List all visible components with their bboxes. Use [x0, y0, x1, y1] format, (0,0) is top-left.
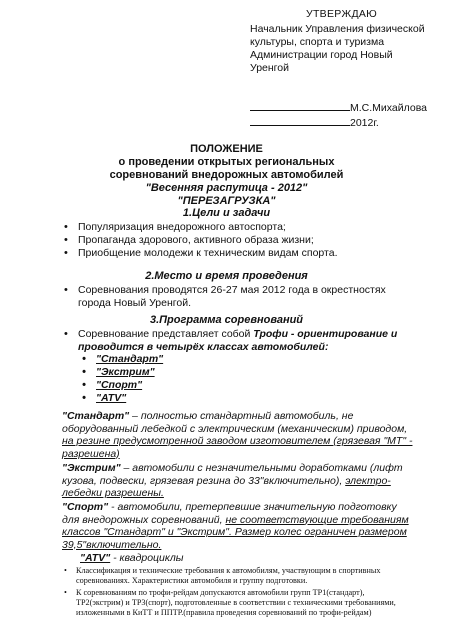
- definition-atv: [80, 552, 380, 565]
- list-item: [62, 328, 442, 354]
- list-item: [80, 392, 280, 405]
- definition-text: на резине предусмотренной заводом изготовителем (грязевая "МТ" -: [62, 435, 413, 447]
- list-item: [62, 284, 442, 310]
- notes-list: [62, 566, 446, 618]
- note-text: Классификация и технические требования к автомобилям, участвующим в спортивных: [76, 566, 381, 575]
- definition-text: не соответствующие требованиям: [225, 513, 409, 526]
- document-title: [0, 143, 453, 208]
- definition-standard: [62, 410, 444, 460]
- bullet-icon: •: [64, 566, 67, 575]
- term-standard: "Стандарт": [62, 410, 130, 422]
- list-item: [80, 366, 280, 379]
- approval-line: Уренгой: [250, 62, 289, 74]
- bullet-icon: •: [64, 588, 67, 597]
- list-item-text: Пропаганда здорового, активного образа жизни;: [78, 234, 314, 246]
- definition-text: - квадроциклы: [110, 552, 184, 564]
- date-blank: [250, 115, 350, 126]
- list-item-text: Приобщение молодежи к техническим видам спорта.: [78, 247, 338, 259]
- place-time-list: [62, 284, 442, 310]
- bullet-icon: •: [82, 379, 86, 391]
- approval-header: УТВЕРЖДАЮ: [306, 8, 378, 20]
- intro-bold: Трофи - ориентирование и: [253, 328, 398, 340]
- bullet-icon: •: [82, 392, 86, 404]
- title-line: "Весенняя распутица - 2012": [145, 182, 308, 194]
- definition-text: 39,5"включительно.: [62, 538, 162, 551]
- note-text: К соревнованиям по трофи-рейдам допускаются автомобили групп ТР1(стандарт),: [76, 588, 365, 597]
- definition-text: оборудованный лебедкой с электрическим (механическим) приводом,: [62, 422, 408, 435]
- title-line: ПОЛОЖЕНИЕ: [190, 143, 263, 155]
- list-item: [62, 221, 442, 234]
- approval-line: Начальник Управления физической: [250, 23, 425, 35]
- signature-line: [250, 100, 427, 114]
- list-item: [62, 588, 446, 618]
- goals-list: [62, 221, 442, 260]
- place-time-line: Соревнования проводятся 26-27 мая 2012 года в окрестностях: [78, 284, 386, 296]
- list-item: [62, 234, 442, 247]
- bullet-icon: •: [64, 247, 68, 259]
- definition-text: – автомобили с незначительными доработками (лифт: [120, 462, 403, 474]
- definition-text: лебедки разрешены.: [62, 487, 164, 499]
- approval-line: культуры, спорта и туризма: [250, 36, 385, 48]
- bullet-icon: •: [64, 221, 68, 233]
- section-3-heading: 3.Программа соревнований: [149, 314, 304, 326]
- section-2-heading: 2.Место и время проведения: [145, 270, 308, 282]
- list-item: [80, 379, 280, 392]
- definition-text: – полностью стандартный автомобиль, не: [129, 410, 354, 422]
- bullet-icon: •: [64, 284, 68, 296]
- note-text: ТР2(экстрим) и ТР3(спорт), подготовленные в соответствии с техническими требованиями,: [76, 598, 396, 607]
- term-extreme: "Экстрим": [62, 462, 121, 474]
- approval-line: Администрации город Новый: [250, 49, 393, 61]
- date-line: [250, 115, 379, 129]
- list-item: [62, 247, 442, 260]
- term-sport: "Спорт": [62, 501, 109, 513]
- class-name: "Экстрим": [96, 366, 155, 378]
- list-item: [80, 353, 280, 366]
- approval-block: [250, 8, 445, 75]
- title-line: "ПЕРЕЗАГРУЗКА": [177, 195, 276, 207]
- bullet-icon: •: [64, 234, 68, 246]
- place-time-line: города Новый Уренгой.: [78, 297, 191, 309]
- definition-sport: [62, 501, 444, 551]
- bullet-icon: •: [64, 328, 68, 340]
- list-item: [62, 566, 446, 586]
- term-atv: "ATV": [80, 552, 111, 564]
- definition-text: классов "Стандарт" и "Экстрим". Размер колес ограничен размером: [62, 526, 407, 538]
- program-intro: [62, 328, 442, 354]
- class-name: "ATV": [96, 392, 127, 404]
- class-name: "Спорт": [96, 379, 143, 391]
- approval-year: 2012г.: [350, 117, 379, 129]
- definition-extreme: [62, 462, 444, 500]
- intro-text: Соревнование представляет собой: [78, 328, 254, 340]
- section-1-heading: 1.Цели и задачи: [182, 207, 271, 219]
- classes-list: [80, 353, 280, 405]
- signature-blank: [250, 100, 350, 111]
- bullet-icon: •: [82, 366, 86, 378]
- note-text: соревнованиях. Характеристики автомобиля и группу подготовки.: [76, 576, 308, 585]
- intro-bold: проводится в четырёх классах автомобилей:: [78, 341, 329, 353]
- title-line: соревнований внедорожных автомобилей: [109, 169, 344, 181]
- definition-text: - автомобили, претерпевшие значительную подготовку: [108, 501, 397, 513]
- class-name: "Стандарт": [96, 353, 164, 365]
- note-text: изложенными в КиТТ и ППТР.(правила проведения соревнований по трофи-рейдам): [76, 608, 372, 617]
- definition-text: разрешена): [62, 447, 120, 460]
- definition-text: кузова, подвески, грязевая резина до 33"включительно),: [62, 474, 346, 487]
- title-line: о проведении открытых региональных: [118, 156, 335, 168]
- list-item-text: Популяризация внедорожного автоспорта;: [78, 221, 286, 233]
- definition-text: для внедорожных соревнований,: [62, 513, 226, 526]
- signatory-name: М.С.Михайлова: [350, 102, 427, 114]
- bullet-icon: •: [82, 353, 86, 365]
- definition-text: электро-: [345, 474, 391, 487]
